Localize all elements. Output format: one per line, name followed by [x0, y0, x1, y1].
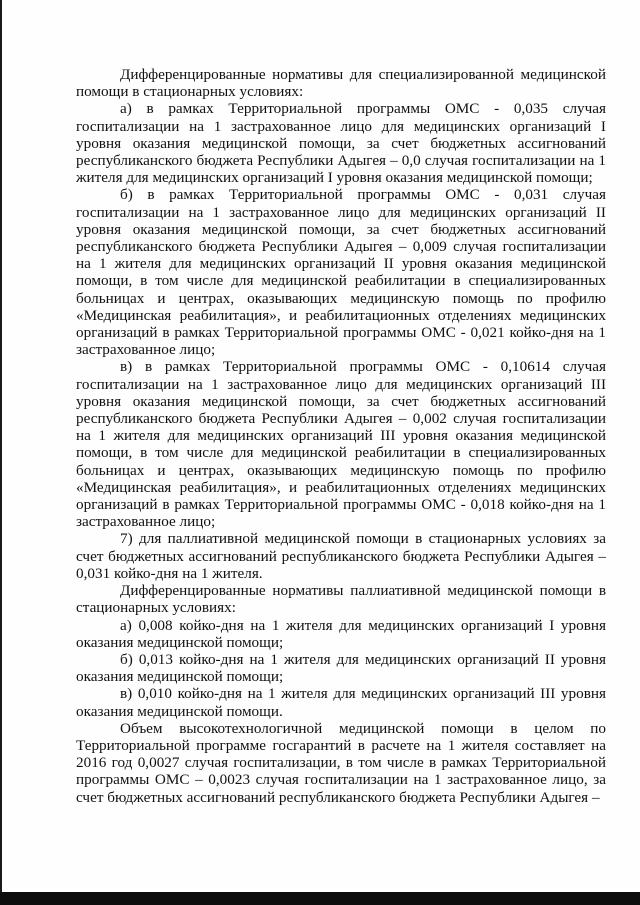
paragraph-item-a-level-1: а) в рамках Территориальной программы ОМС - 0,035 случая госпитализации на 1 застрахованное лицо для медицинских организаций I уровня оказания медицинской помощи, за счет бюджетных ассигнований республиканского бюджета Республики Адыгея – 0,0 случая госпитализации на 1 жителя для медицинских организаций I уровня оказания медицинской помощи;: [76, 100, 606, 187]
paragraph-palliative-v: в) 0,010 койко-дня на 1 жителя для медицинских организаций III уровня оказания медицинской помощи.: [76, 685, 606, 720]
paragraph-item-b-level-2: б) в рамках Территориальной программы ОМС - 0,031 случая госпитализации на 1 застрахованное лицо для медицинских организаций II уровня оказания медицинской помощи, за счет бюджетных ассигнований республиканского бюджета Республики Адыгея – 0,009 случая госпитализации на 1 жителя для медицинских организаций II уровня оказания медицинской помощи, в том числе для медицинской реабилитации в специализированных больницах и центрах, оказывающих медицинскую помощь по профилю «Медицинская реабилитация», и реабилитационных отделениях медицинских организаций в рамках Территориальной программы ОМС - 0,021 койко-дня на 1 застрахованное лицо;: [76, 186, 606, 359]
paragraph-item-7-palliative: 7) для паллиативной медицинской помощи в стационарных условиях за счет бюджетных ассигнований республиканского бюджета Республики Адыгея – 0,031 койко-дня на 1 жителя.: [76, 530, 606, 582]
paragraph-item-v-level-3: в) в рамках Территориальной программы ОМС - 0,10614 случая госпитализации на 1 застрахованное лицо для медицинских организаций III уровня оказания медицинской помощи, за счет бюджетных ассигнований республиканского бюджета Республики Адыгея – 0,002 случая госпитализации на 1 жителя для медицинских организаций III уровня оказания медицинской помощи, в том числе для медицинской реабилитации в специализированных больницах и центрах, оказывающих медицинскую помощь по профилю «Медицинская реабилитация», и реабилитационных отделениях медицинских организаций в рамках Территориальной программы ОМС - 0,018 койко-дня на 1 застрахованное лицо;: [76, 358, 606, 531]
paragraph-palliative-a: а) 0,008 койко-дня на 1 жителя для медицинских организаций I уровня оказания медицинской помощи;: [76, 616, 606, 651]
scan-left-edge: [0, 0, 2, 905]
document-body: [76, 66, 606, 806]
paragraph-palliative-intro: Дифференцированные нормативы паллиативной медицинской помощи в стационарных условиях:: [76, 582, 606, 617]
paragraph-high-tech-care: Объем высокотехнологичной медицинской помощи в целом по Территориальной программе госгарантий в расчете на 1 жителя составляет на 2016 год 0,0027 случая госпитализации, в том числе в рамках Территориальной программы ОМС – 0,0023 случая госпитализации на 1 застрахованное лицо, за счет бюджетных ассигнований республиканского бюджета Республики Адыгея –: [76, 719, 606, 806]
paragraph-specialized-care-intro: Дифференцированные нормативы для специализированной медицинской помощи в стационарных условиях:: [76, 66, 606, 101]
scan-bottom-edge: [0, 892, 640, 905]
paragraph-palliative-b: б) 0,013 койко-дня на 1 жителя для медицинских организаций II уровня оказания медицинской помощи;: [76, 650, 606, 686]
